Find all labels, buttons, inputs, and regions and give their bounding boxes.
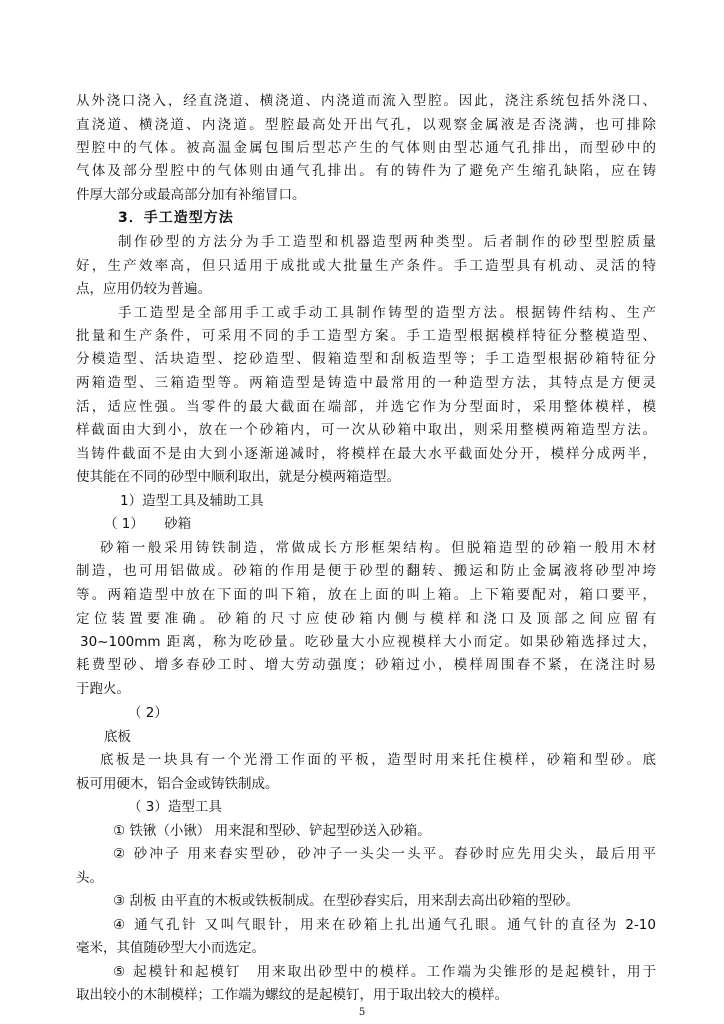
paragraph-line: 取出较小的木制模样；工作端为螺纹的是起模钉，用于取出较大的模样。 — [76, 987, 508, 1003]
paragraph-line: 活，适应性强。当零件的最大截面在端部，并选它作为分型面时，采用整体模样，模 — [76, 399, 656, 415]
subsection-heading: 1）造型工具及辅助工具 — [120, 493, 264, 509]
paragraph-line: 分模造型、活块造型、挖砂造型、假箱造型和刮板造型等；手工造型根据砂箱特征分 — [76, 351, 656, 367]
paragraph-line: 等。两箱造型中放在下面的叫下箱，放在上面的叫上箱。上下箱要配对，箱口要平， — [76, 587, 656, 603]
item-heading: （ 2） — [128, 705, 168, 721]
paragraph-line: 气体及部分型腔中的气体则由通气孔排出。有的铸件为了避免产生缩孔缺陷，应在铸 — [76, 163, 656, 179]
paragraph-line: 好，生产效率高，但只适用于成批或大批量生产条件。手工造型具有机动、灵活的特 — [76, 258, 656, 274]
page-number: 5 — [358, 1007, 366, 1018]
paragraph-line: 使其能在不同的砂型中顺利取出，就是分模两箱造型。 — [76, 469, 400, 485]
item-heading: 底板 — [104, 729, 131, 745]
tool-item: ④ 通气孔针 又叫气眼针，用来在砂箱上扎出通气孔眼。通气针的直径为 2-10 — [113, 917, 656, 933]
paragraph-line: 底板是一块具有一个光滑工作面的平板，造型时用来托住模样，砂箱和型砂。底 — [100, 752, 656, 768]
paragraph-line: 于跑火。 — [76, 681, 130, 697]
section-heading: 3．手工造型方法 — [118, 210, 234, 226]
tool-item: ③ 刮板 由平直的木板或铁板制成。在型砂舂实后，用来刮去高出砂箱的型砂。 — [113, 893, 580, 909]
paragraph-line: 点，应用仍较为普遍。 — [76, 281, 211, 297]
tool-item: ① 铁锹（小锹） 用来混和型砂、铲起型砂送入砂箱。 — [113, 823, 431, 839]
paragraph-line: 当铸件截面不是由大到小逐渐递减时，将模样在最大水平截面处分开，模样分成两半， — [76, 446, 656, 462]
paragraph-line: 定位装置要准确。砂箱的尺寸应使砂箱内侧与模样和浇口及顶部之间应留有 — [76, 611, 656, 627]
paragraph-line: 批量和生产条件，可采用不同的手工造型方案。手工造型根据模样特征分整模造型、 — [76, 328, 656, 344]
paragraph-line: 头。 — [76, 870, 103, 886]
paragraph-line: 型腔中的气体。被高温金属包围后型芯产生的气体则由型芯通气孔排出，而型砂中的 — [76, 140, 656, 156]
paragraph-line: 从外浇口浇入，经直浇道、横浇道、内浇道而流入型腔。因此，浇注系统包括外浇口、 — [76, 93, 656, 109]
paragraph-line: 耗费型砂、增多春砂工时、增大劳动强度；砂箱过小，模样周围春不紧，在浇注时易 — [76, 657, 656, 673]
paragraph-line: 制作砂型的方法分为手工造型和机器造型两种类型。后者制作的砂型型腔质量 — [118, 234, 656, 250]
tool-item: ⑤ 起模针和起模钉 用来取出砂型中的模样。工作端为尖锥形的是起模针，用于 — [113, 964, 656, 980]
paragraph-line: 手工造型是全部用手工或手动工具制作铸型的造型方法。根据铸件结构、生产 — [118, 305, 656, 321]
paragraph-line: 毫米，其值随砂型大小而选定。 — [76, 940, 265, 956]
paragraph-line: 件厚大部分或最高部分加有补缩冒口。 — [76, 187, 306, 203]
paragraph-line: 制造，也可用铝做成。砂箱的作用是便于砂型的翻转、搬运和防止金属液将砂型冲垮 — [76, 563, 656, 579]
item-heading: （ 3）造型工具 — [128, 799, 222, 815]
paragraph-line: 30~100mm 距离，称为吃砂量。吃砂量大小应视模样大小而定。如果砂箱选择过大， — [80, 634, 656, 650]
paragraph-line: 两箱造型、三箱造型等。两箱造型是铸造中最常用的一种造型方法，其特点是方便灵 — [76, 375, 656, 391]
item-heading: （ 1） 砂箱 — [104, 516, 192, 532]
paragraph-line: 直浇道、横浇道、内浇道。型腔最高处开出气孔，以观察金属液是否浇满，也可排除 — [76, 117, 656, 133]
paragraph-line: 板可用硬木，铝合金或铸铁制成。 — [76, 776, 279, 792]
paragraph-line: 砂箱一般采用铸铁制造，常做成长方形框架结构。但脱箱造型的砂箱一般用木材 — [100, 540, 656, 556]
tool-item: ② 砂冲子 用来舂实型砂，砂冲子一头尖一头平。舂砂时应先用尖头，最后用平 — [113, 846, 656, 862]
paragraph-line: 样截面由大到小，放在一个砂箱内，可一次从砂箱中取出，则采用整模两箱造型方法。 — [76, 422, 656, 438]
